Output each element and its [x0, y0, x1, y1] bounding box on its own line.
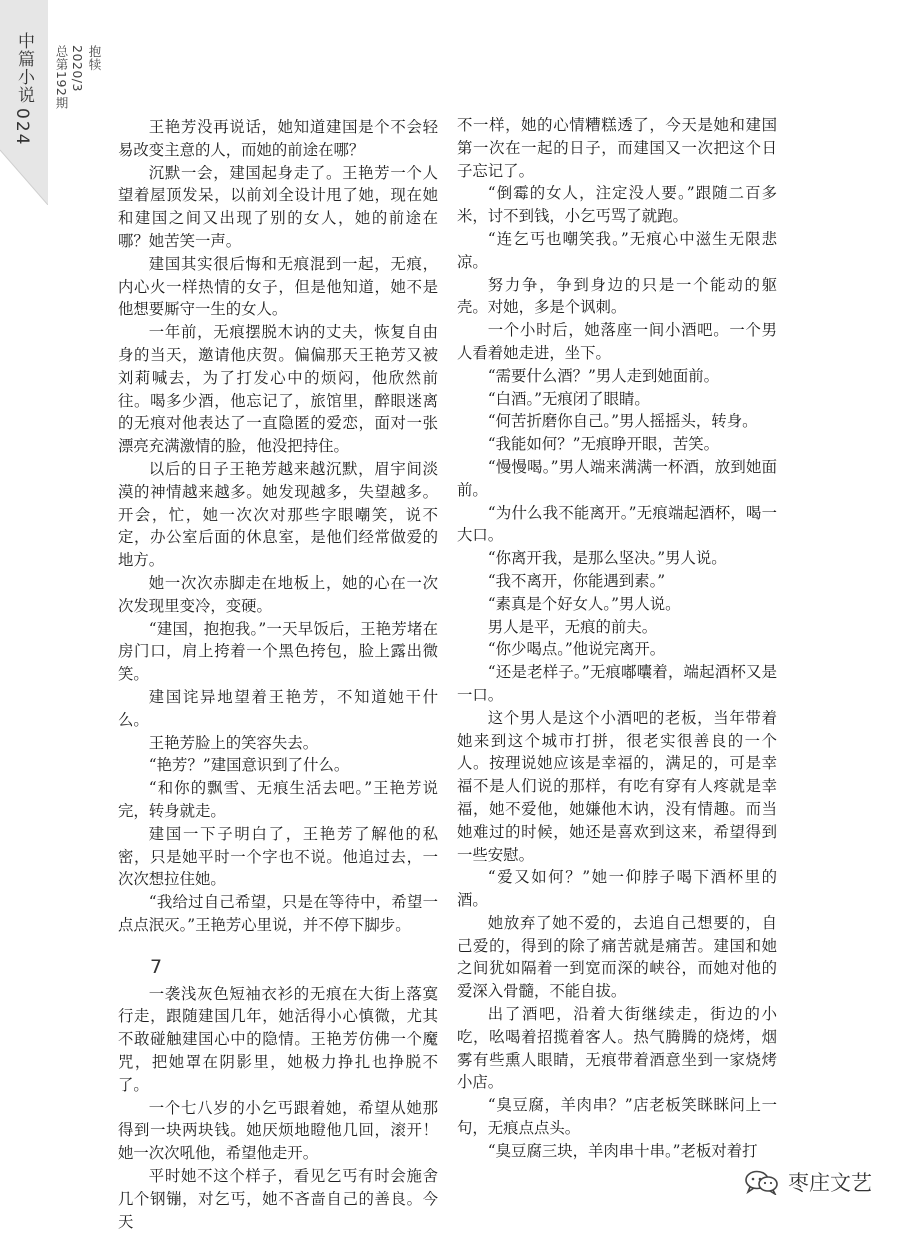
- paragraph: “何苦折磨你自己。”男人摇摇头，转身。: [487, 412, 758, 431]
- paragraph: 男人是平，无痕的前夫。: [487, 617, 658, 636]
- paragraph: “为什么我不能离开。”无痕端起酒杯，喝一大口。: [457, 503, 777, 545]
- paragraph: “我给过自己希望，只是在等待中，希望一点点泯灭。”王艳芳心里说，并不停下脚步。: [118, 893, 438, 934]
- magazine-name: 抱犊: [87, 45, 102, 71]
- paragraph: 平时她不这个样子，看见乞丐有时会施舍几个钢镚，对乞丐，她不吝啬自己的善良。今天: [118, 1167, 438, 1231]
- paragraph: 出了酒吧，沿着大街继续走，街边的小吃，吆喝着招揽着客人。热气腾腾的烧烤，烟雾有些熏人眼睛，无痕带着酒意坐到一家烧烤小店。: [457, 1005, 777, 1092]
- paragraph: “连乞丐也嘲笑我。”无痕心中滋生无限悲凉。: [457, 229, 777, 271]
- paragraph: 她一次次赤脚走在地板上，她的心在一次次发现里变冷，变硬。: [118, 573, 438, 615]
- issue-volume: 总第192期: [54, 45, 69, 110]
- wechat-icon: [744, 1169, 780, 1195]
- paragraph: 一个小时后，她落座一间小酒吧。一个男人看着她走进，坐下。: [457, 321, 777, 362]
- paragraph: 她放弃了她不爱的，去追自己想要的，自己爱的，得到的除了痛苦就是痛苦。建国和她之间犹如隔着一到宽而深的峡谷，而她对他的爱深入骨髓，不能自拔。: [457, 913, 777, 1001]
- issue-info: [52, 45, 103, 109]
- paragraph: “白酒。”无痕闭了眼睛。: [487, 389, 650, 408]
- page-number: 024: [12, 108, 32, 147]
- paragraph: 以后的日子王艳芳越来越沉默，眉宇间淡漠的神情越来越多。她发现越多，失望越多。开会，忙，她一次次对那些字眼嘲笑，说不定，办公室后面的休息室，是他们经常做爱的地方。: [118, 459, 438, 570]
- paragraph: “倒霉的女人，注定没人要。”跟随二百多米，讨不到钱，小乞丐骂了就跑。: [457, 184, 777, 226]
- paragraph: “臭豆腐，羊肉串？”店老板笑眯眯问上一句，无痕点点头。: [457, 1096, 777, 1138]
- section-title: 中篇小说: [14, 32, 34, 104]
- paragraph: 一袭浅灰色短袖衣衫的无痕在大街上落寞行走，跟随建国几年，她活得小心慎微，尤其不敢碰触建国心中的隐情。王艳芳仿佛一个魔咒，把她罩在阴影里，她极力挣扎也挣脱不了。: [118, 984, 438, 1094]
- text-column-right: [457, 114, 777, 1163]
- paragraph: 王艳芳脸上的笑容失去。: [148, 733, 319, 752]
- paragraph: 建国诧异地望着王艳芳，不知道她干什么。: [118, 687, 438, 729]
- paragraph: “慢慢喝。”男人端来满满一杯酒，放到她面前。: [457, 457, 777, 499]
- paragraph: “素真是个好女人。”男人说。: [487, 594, 681, 613]
- watermark-text: 枣庄文艺: [788, 1171, 872, 1195]
- watermark: [744, 1167, 872, 1197]
- paragraph: “建国，抱抱我。”一天早饭后，王艳芳堵在房门口，肩上挎着一个黑色挎包，脸上露出微笑。: [118, 619, 438, 684]
- paragraph: “需要什么酒？”男人走到她面前。: [487, 366, 720, 385]
- paragraph: “你少喝点。”他说完离开。: [487, 640, 666, 659]
- paragraph: 一个七八岁的小乞丐跟着她，希望从她那得到一块两块钱。她厌烦地瞪他几回，滚开！她一次次吼他，希望他走开。: [118, 1098, 438, 1163]
- paragraph: “爱又如何？”她一仰脖子喝下酒杯里的酒。: [457, 868, 777, 910]
- paragraph: “艳芳？”建国意识到了什么。: [148, 756, 350, 775]
- paragraph: 努力争，争到身边的只是一个能动的躯壳。对她，多是个讽刺。: [457, 275, 777, 317]
- paragraph: “我不离开，你能遇到素。”: [487, 571, 666, 590]
- issue-number: 2020/3: [70, 45, 85, 92]
- paragraph: “我能如何？”无痕睁开眼，苦笑。: [487, 435, 720, 454]
- paragraph: 王艳芳没再说话，她知道建国是个不会轻易改变主意的人，而她的前途在哪？: [118, 118, 438, 159]
- paragraph: 这个男人是这个小酒吧的老板，当年带着她来到这个城市打拼，很老实很善良的一个人。按理说她应该是幸福的，满足的，可是幸福不是人们说的那样，有吃有穿有人疼就是幸福，她不爱他，她嫌他木讷，没有情趣。而当她难过的时候，她还是喜欢到这来，希望得到一些安慰。: [457, 708, 777, 864]
- paragraph: “还是老样子。”无痕嘟囔着，端起酒杯又是一口。: [457, 663, 777, 704]
- paragraph: 建国一下子明白了，王艳芳了解他的私密，只是她平时一个字也不说。他追过去，一次次想拉住她。: [118, 824, 438, 889]
- paragraph: 建国其实很后悔和无痕混到一起，无痕，内心火一样热情的女子，但是他知道，她不是他想要厮守一生的女人。: [118, 254, 438, 319]
- paragraph: “臭豆腐三块，羊肉串十串。”老板对着打: [487, 1141, 758, 1160]
- paragraph: 一年前，无痕摆脱木讷的丈夫，恢复自由身的当天，邀请他庆贺。偏偏那天王艳芳又被刘莉喊去，为了打发心中的烦闷，他欣然前往。喝多少酒，他忘记了，旅馆里，醉眼迷离的无痕对他表达了一直隐匿的爱恋，面对一张漂亮充满激情的脸，他没把持住。: [118, 323, 438, 456]
- paragraph: “和你的飘雪、无痕生活去吧。”王艳芳说完，转身就走。: [118, 779, 438, 820]
- paragraph: “你离开我，是那么坚决。”男人说。: [487, 549, 727, 568]
- section-number: 7: [150, 955, 163, 978]
- paragraph: 不一样，她的心情糟糕透了，今天是她和建国第一次在一起的日子，而建国又一次把这个日子忘记了。: [457, 116, 777, 180]
- text-column-left: [118, 116, 438, 1233]
- paragraph: 沉默一会，建国起身走了。王艳芳一个人望着屋顶发呆，以前刘全设计甩了她，现在她和建国之间又出现了别的女人，她的前途在哪？她苦笑一声。: [118, 163, 438, 250]
